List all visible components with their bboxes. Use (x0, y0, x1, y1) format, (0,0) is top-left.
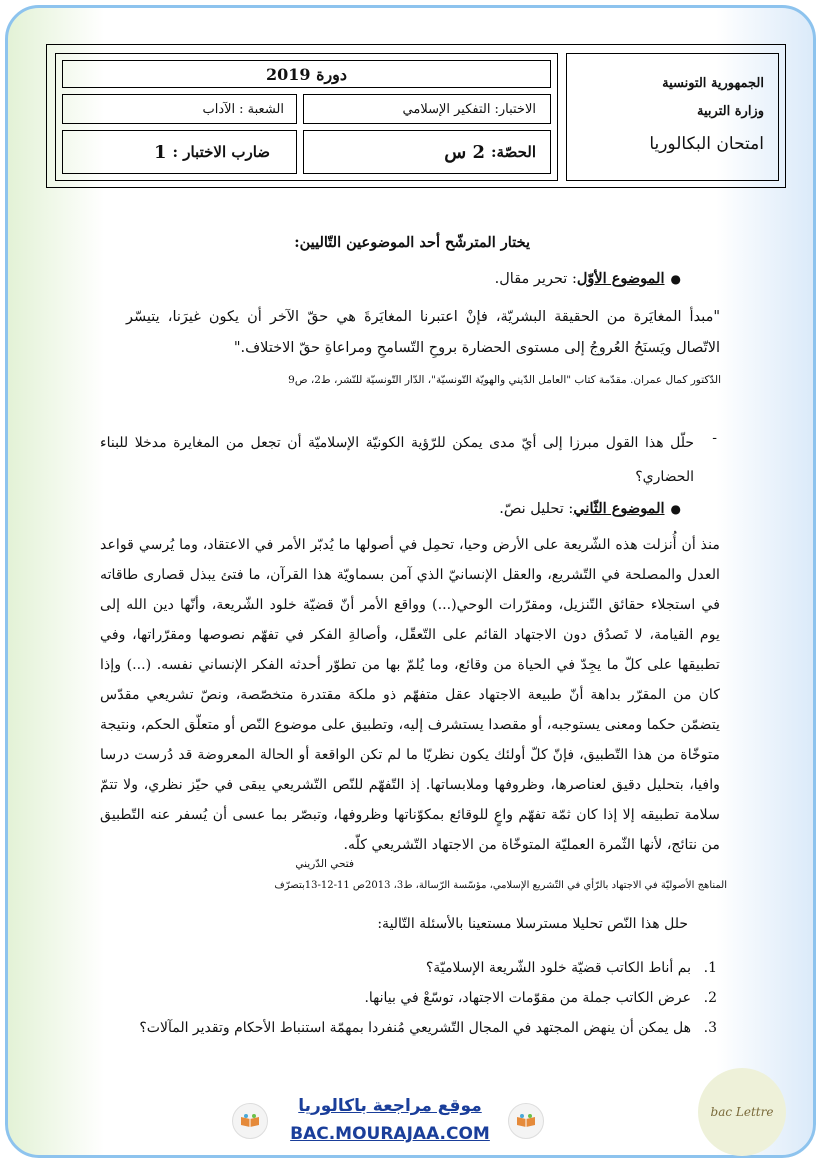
coef-label: ضارب الاختبار : (172, 143, 270, 161)
topic2-author: فتحي الدّريني (295, 858, 354, 870)
topic2-title-wrap (499, 500, 664, 517)
header-left-box (55, 53, 558, 181)
topic1-quote: "مبدأ المغايَرة من الحقيقة البشريّة، فإنْ اعتبرنا المغايَرةَ هي حقّ الآخر أن يكون غيرَنا، يتيسّر الاتّصال ويَسنَحُ العُروجُ إلى مستوى الحضارة بروحِ التّسامحِ ومراعاةِ حقّ الاختلاف." (126, 309, 720, 356)
instruction: يختار المترشّح أحد الموضوعين التّاليين: (294, 234, 530, 251)
topic2-source: المناهج الأصوليّة في الاجتهاد بالرّأي في التّشريع الإسلامي، مؤسّسة الرّسالة، ط3، 2013ص 11-12-13بتصرّف (274, 880, 727, 891)
bullet-icon: ● (670, 271, 681, 286)
topic1-heading (495, 270, 681, 287)
header-right-box (566, 53, 779, 181)
country: الجمهورية التونسية (662, 76, 764, 91)
topic1-source: الدّكتور كمال عمران. مقدّمة كتاب "العامل الدّيني والهويّة التّونسيّة"، الدّار التّونسيّة للنّشر، ط2، ص9 (288, 374, 721, 386)
question-number: 2. (703, 990, 717, 1006)
branch (202, 95, 284, 123)
coefficient (154, 131, 270, 173)
topic2-heading (499, 500, 681, 517)
topic2-text: منذ أن أُنزلت هذه الشّريعة على الأرض وحيا، تحمِل في أصولها ما يُدبّر الأمر في الاعتقاد، وما يُرسي قواعد العدل والمصلحة في التّشريع، والعقل الإنسانيّ الذي آمن بسماويّة هذا القرآن، ما فتئ يبذل قصارى طاقاته في استجلاء حقائق التّنزيل، ومقرّرات الوحي(...) وواقع الأمر أنّ قضيّة خلود الشّريعة، وأنّها دين الله إلى يوم القيامة، لا تَصدُق دون الاجتهاد القائم على التّعقّل، وأصالةِ الفكر في تفهّم نصوصها ومقرّراتها، وفي تطبيقها على كلّ ما يجِدّ في الحياة من وقائع، وما يُلمّ بها من تطوّر أحدثه الفكر الإنساني نفسه. (...) وإذا كان من المقرّر بداهة أنّ طبيعة الاجتهاد عقل متفهّم ذو ملكة مقتدرة متخصّصة، ونصّ تشريعي مقدّس يتضمّن حكما ومعنى يستوجبه، أو مقصدا يستشرف إليه، وتطبيق على موضوع النّص أو متعلّق الحكم، ونتيجة متوخّاة من هذا التّطبيق، فإنّ كلّ أولئك يكون نظريّا ما لم تكن الواقعة أو الحالة المعروضة قد دُرست درسا وافيا، بتحليل دقيق لعناصرها، وظروفها وملابساتها. إذ التّفهّم للنّص التّشريعي يبقى في حيّز نظري، ولا تتمّ سلامة تطبيقه إلا إذا كان ثمّة تفهّم واعٍ للوقائع بمكوّناتها وظروفها، وتبصّر بما عسى أن يُسفر عنه التّطبيق من نتائج، لأنها الثّمرة العمليّة المتوخّاة من الاجتهاد التّشريعي كلّه. (100, 537, 720, 853)
session-box (62, 60, 551, 88)
question-number: 3. (703, 1020, 717, 1036)
duration-value: 2 س (444, 141, 485, 163)
topic1-type: : تحرير مقال. (494, 271, 577, 287)
topic1-task: حلّل هذا القول مبرزا إلى أيّ مدى يمكن للرّؤية الكونيّة الإسلاميّة أن تجعل من المغايرة مدخلا للبناء الحضاري؟ (100, 435, 694, 485)
topic1-title-wrap (495, 270, 665, 287)
subject-value: التفكير الإسلامي (402, 101, 491, 117)
site-url-link[interactable]: BAC.MOURAJAA.COM (290, 1124, 490, 1144)
coefficient-box (62, 130, 297, 174)
question-2: عرض الكاتب جملة من مقوّمات الاجتهاد، توسّعْ في بيانها. (364, 990, 691, 1006)
duration (444, 131, 536, 173)
question-number: 1. (703, 960, 717, 976)
topic1-title: الموضوع الأوّل (576, 270, 665, 287)
topic2-task: حلل هذا النّص تحليلا مسترسلا مستعينا بالأسئلة التّالية: (377, 916, 688, 932)
duration-box (303, 130, 551, 174)
exam-header (46, 44, 786, 188)
book-icon (239, 1113, 261, 1129)
duration-label: الحصّة: (490, 143, 536, 161)
topic2-title: الموضوع الثّاني (573, 500, 665, 517)
question-3: هل يمكن أن ينهض المجتهد في المجال التّشريعي مُنفردا بمهمّة استنباط الأحكام وتقدير المآلات؟ (139, 1020, 691, 1036)
topic2-type: : تحليل نصّ. (499, 501, 574, 517)
bullet-icon: ● (670, 501, 681, 516)
branch-label: الشعبة : (239, 101, 284, 117)
ministry: وزارة التربية (697, 104, 764, 119)
branch-value: الآداب (202, 101, 236, 117)
subject (403, 95, 536, 123)
book-icon (515, 1113, 537, 1129)
subject-box (303, 94, 551, 124)
session: دورة 2019 (265, 64, 348, 84)
branch-box (62, 94, 297, 124)
site-logo-icon (508, 1103, 544, 1139)
site-logo-icon (232, 1103, 268, 1139)
topic1-dash: - (712, 430, 717, 446)
subject-label: الاختبار: (494, 101, 536, 117)
exam-name: امتحان البكالوريا (649, 134, 764, 154)
site-name-link[interactable]: موقع مراجعة باكالوريا (298, 1096, 482, 1116)
coef-value: 1 (153, 141, 167, 163)
bac-lettre-badge: bac Lettre (698, 1068, 786, 1156)
question-1: بم أناط الكاتب قضيّة خلود الشّريعة الإسلاميّة؟ (425, 960, 691, 976)
